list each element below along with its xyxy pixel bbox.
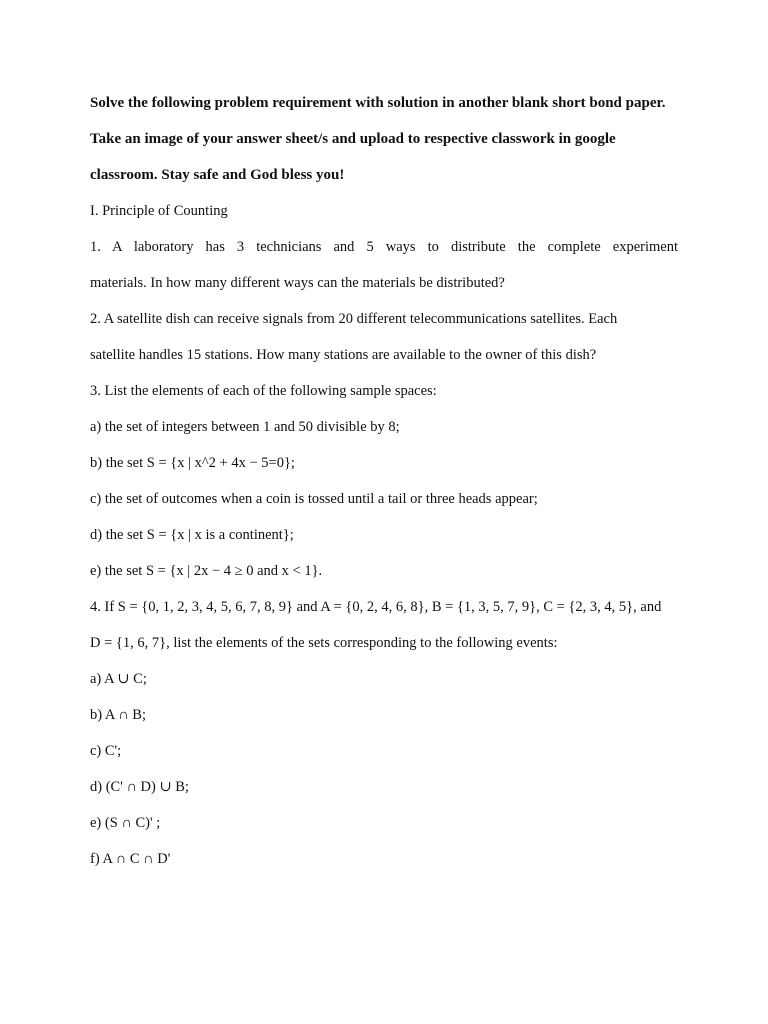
problem-3-item-a: a) the set of integers between 1 and 50 divisible by 8; [90,419,400,435]
problem-4-item-c: c) C'; [90,743,122,759]
document-page [90,90,678,882]
instruction-line-2: Take an image of your answer sheet/s and upload to respective classwork in google [90,131,616,147]
problem-2-line-1: 2. A satellite dish can receive signals from 20 different telecommunications satellites. Each [90,311,618,327]
problem-1-line-2: materials. In how many different ways can the materials be distributed? [90,275,505,291]
problem-3-item-d: d) the set S = {x | x is a continent}; [90,527,294,543]
problem-4-item-b: b) A ∩ B; [90,707,146,723]
problem-3-item-e: e) the set S = {x | 2x − 4 ≥ 0 and x < 1}. [90,563,323,579]
problem-4-item-f: f) A ∩ C ∩ D' [90,851,171,867]
problem-4-item-a: a) A ∪ C; [90,671,147,687]
instruction-line-3: classroom. Stay safe and God bless you! [90,167,345,183]
problem-4-line-1: 4. If S = {0, 1, 2, 3, 4, 5, 6, 7, 8, 9} and A = {0, 2, 4, 6, 8}, B = {1, 3, 5, 7, 9}, C = {2, 3, 4, 5}, and [90,599,662,615]
problem-4-item-e: e) (S ∩ C)' ; [90,815,161,831]
problem-4-line-2: D = {1, 6, 7}, list the elements of the sets corresponding to the following events: [90,635,558,651]
problem-3-intro: 3. List the elements of each of the following sample spaces: [90,383,437,399]
problem-4-item-d: d) (C' ∩ D) ∪ B; [90,779,189,795]
problem-3-item-b: b) the set S = {x | x^2 + 4x − 5=0}; [90,455,295,471]
problem-1-line-1: 1. A laboratory has 3 technicians and 5 ways to distribute the complete experiment [90,239,678,255]
problem-3-item-c: c) the set of outcomes when a coin is tossed until a tail or three heads appear; [90,491,538,507]
instruction-line-1: Solve the following problem requirement with solution in another blank short bond paper. [90,95,666,111]
problem-2-line-2: satellite handles 15 stations. How many stations are available to the owner of this dish? [90,347,597,363]
section-title: I. Principle of Counting [90,203,228,219]
